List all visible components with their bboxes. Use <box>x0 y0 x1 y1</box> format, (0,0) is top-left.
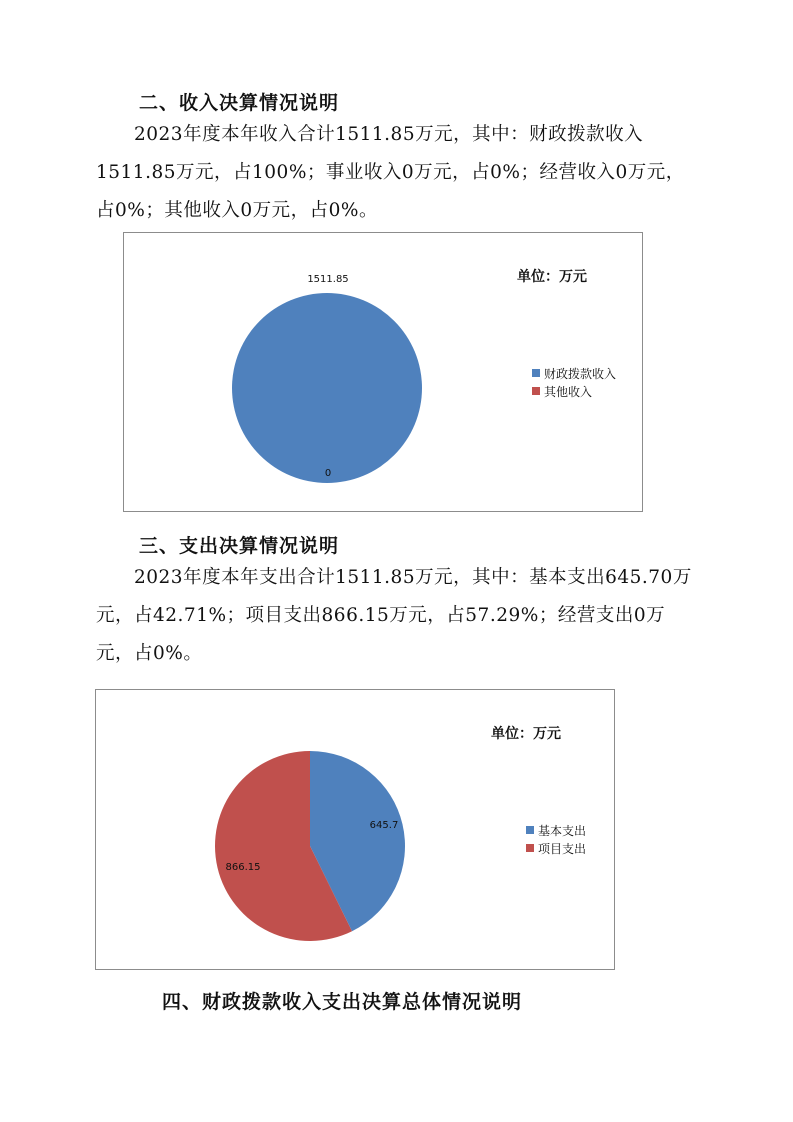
section-heading-income: 二、收入决算情况说明 <box>139 92 340 114</box>
data-label-expense-0: 645.7 <box>369 820 399 831</box>
legend-item-project-expense: 项目支出 <box>526 839 586 857</box>
legend-swatch <box>532 369 540 377</box>
pie-slice-income-0 <box>232 293 422 483</box>
income-legend <box>532 364 616 400</box>
expense-unit-label: 单位：万元 <box>491 726 561 742</box>
legend-item-basic-expense: 基本支出 <box>526 821 586 839</box>
income-paragraph: 2023年度本年收入合计1511.85万元，其中：财政拨款收入1511.85万元，占100%；事业收入0万元，占0%；经营收入0万元，占0%；其他收入0万元，占0%。 <box>96 124 685 221</box>
data-label-income-0: 1511.85 <box>307 274 349 285</box>
data-label-expense-1: 866.15 <box>225 862 261 873</box>
section-heading-fiscal: 四、财政拨款收入支出决算总体情况说明 <box>162 991 523 1013</box>
legend-swatch <box>526 826 534 834</box>
income-pie-chart <box>123 232 643 512</box>
legend-item-other-income: 其他收入 <box>532 382 616 400</box>
expense-pie-chart <box>95 689 615 970</box>
data-label-income-1: 0 <box>324 468 332 479</box>
income-unit-label: 单位：万元 <box>517 269 587 285</box>
legend-swatch <box>532 387 540 395</box>
expense-paragraph: 2023年度本年支出合计1511.85万元，其中：基本支出645.70万元，占42.71%；项目支出866.15万元，占57.29%；经营支出0万元，占0%。 <box>96 567 692 664</box>
legend-swatch <box>526 844 534 852</box>
legend-item-fiscal-income: 财政拨款收入 <box>532 364 616 382</box>
section-heading-expense: 三、支出决算情况说明 <box>139 535 340 557</box>
expense-legend <box>526 821 586 857</box>
